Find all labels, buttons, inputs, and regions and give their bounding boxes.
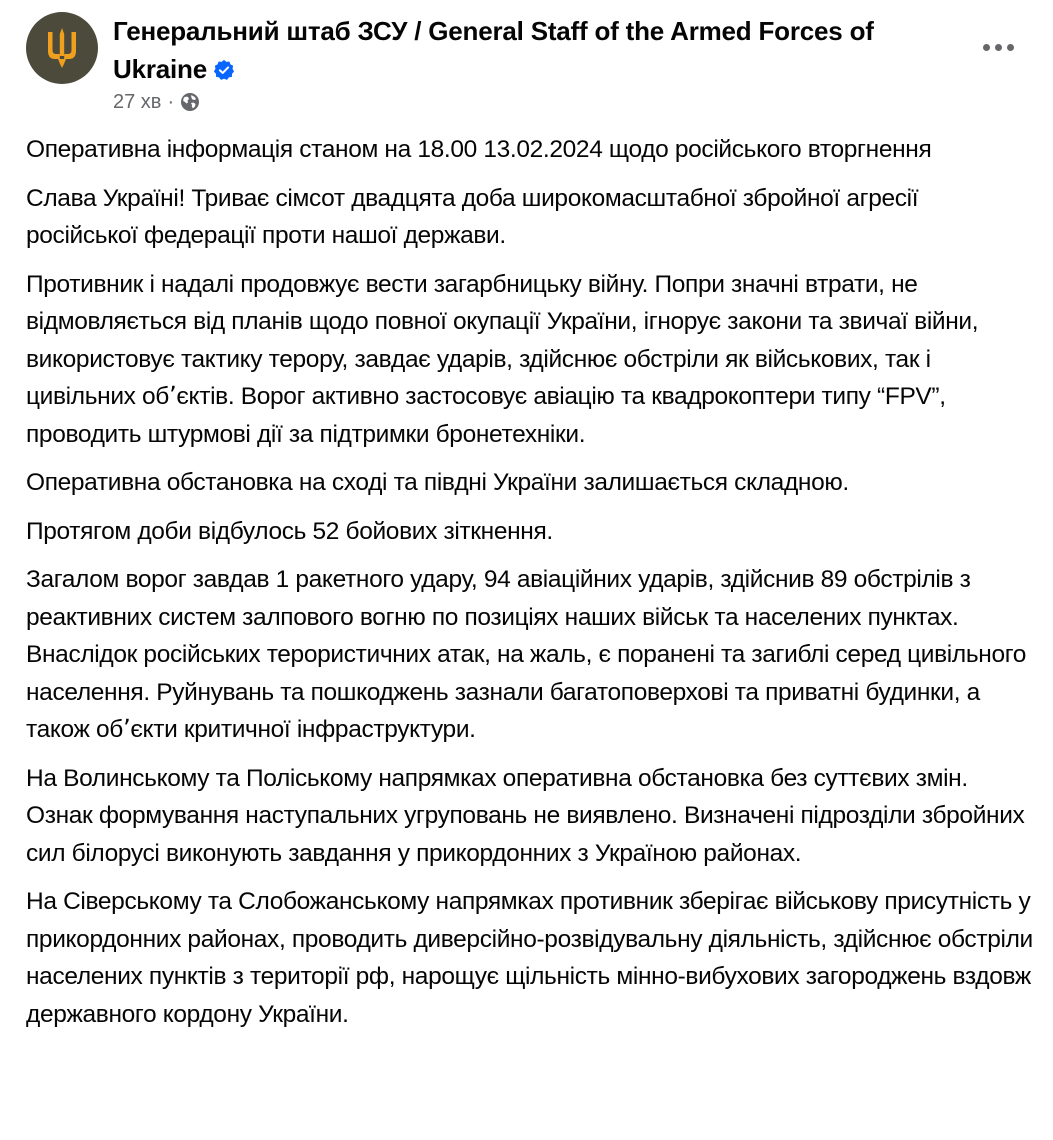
more-horizontal-icon bbox=[983, 44, 990, 51]
globe-icon[interactable] bbox=[180, 92, 200, 112]
post-paragraph: Протягом доби відбулось 52 бойових зіткнення. bbox=[26, 517, 553, 545]
verified-badge-icon bbox=[213, 59, 235, 81]
post-timestamp[interactable]: 27 хв bbox=[113, 90, 162, 113]
author-name-link[interactable] bbox=[113, 12, 913, 88]
post-paragraph: Противник і надалі продовжує вести загарбницьку війну. Попри значні втрати, не відмовляється від планів щодо повної окупації України, ігнорує закони та звичаї війни, використовує тактику терору, завдає ударів, здійснює обстріли як військових, так і цивільних об՚єктів. Ворог активно застосовує авіацію та квадрокоптери типу “FPV”, проводить штурмові дії за підтримки бронетехніки. bbox=[26, 270, 979, 448]
avatar[interactable] bbox=[26, 12, 98, 84]
post-header bbox=[0, 0, 1053, 120]
post-paragraph: На Волинському та Поліському напрямках оперативна обстановка без суттєвих змін. Ознак формування наступальних угруповань не виявлено. Визначені підрозділи збройних сил білорусі виконують завдання у прикордонних з Україною районах. bbox=[26, 764, 1025, 867]
trident-icon bbox=[47, 26, 77, 70]
post-paragraph-title: Оперативна інформація станом на 18.00 13.02.2024 щодо російського вторгнення bbox=[26, 136, 932, 163]
post-paragraph: Слава Україні! Триває сімсот двадцята доба широкомасштабної збройної агресії російської федерації проти нашої держави. bbox=[26, 184, 919, 249]
more-horizontal-icon bbox=[1007, 44, 1014, 51]
post-meta bbox=[113, 88, 200, 116]
meta-separator: · bbox=[167, 90, 175, 113]
post-paragraph: Оперативна обстановка на сході та півдні України залишається складною. bbox=[26, 469, 849, 496]
author-block bbox=[113, 12, 913, 88]
post-paragraph: На Сіверському та Слобожанському напрямках противник зберігає військову присутність у прикордонних районах, проводить диверсійно-розвідувальну діяльність, здійснює обстріли населених пунктів з території рф, нарощує щільність мінно-вибухових загороджень вздовж державного кордону України. bbox=[26, 888, 1033, 1028]
post-text bbox=[26, 131, 1036, 1044]
more-horizontal-icon bbox=[995, 44, 1002, 51]
post-options-button[interactable] bbox=[970, 30, 1026, 64]
author-name[interactable]: Генеральний штаб ЗСУ / General Staff of the Armed Forces of Ukraine bbox=[113, 16, 874, 84]
post-paragraph: Загалом ворог завдав 1 ракетного удару, 94 авіаційних ударів, здійснив 89 обстрілів з реактивних систем залпового вогню по позиціях наших військ та населених пунктах. Внаслідок російських терористичних атак, на жаль, є поранені та загиблі серед цивільного населення. Руйнувань та пошкоджень зазнали багатоповерхові та приватні будинки, а також об՚єкти критичної інфраструктури. bbox=[26, 566, 1027, 743]
